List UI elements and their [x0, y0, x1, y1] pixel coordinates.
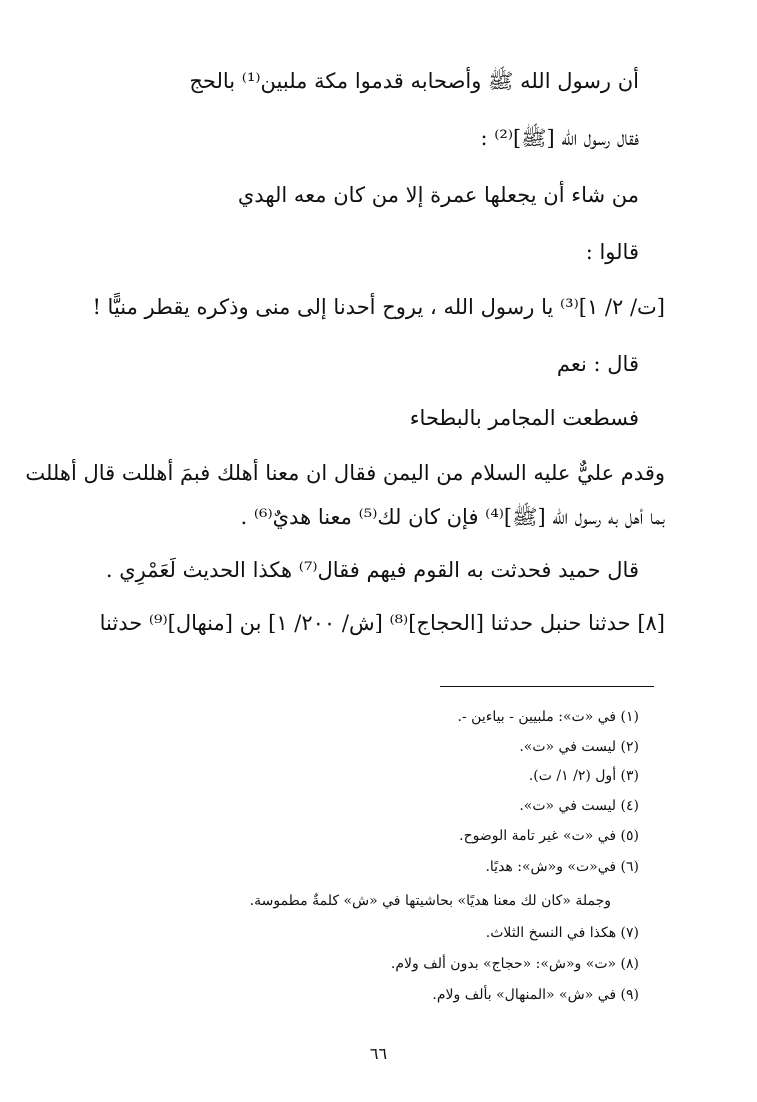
body-line-2: فقال رسول الله [ﷺ]⁽²⁾ :: [480, 126, 639, 150]
body-line-5: [ت/ ٢/ ١]⁽³⁾ يا رسول الله ، يروح أحدنا إلى منى وذكره يقطر منيًّا !: [92, 295, 665, 319]
footnote-5: (٥) في «ت» غير تامة الوضوح.: [459, 828, 639, 844]
footnote-7: (٧) هكذا في النسخ الثلاث.: [485, 925, 639, 941]
footnote-6: (٦) في«ت» و«ش»: هديًا.: [485, 859, 639, 875]
body-line-1: أن رسول الله ﷺ وأصحابه قدموا مكة ملبين⁽¹⁾ بالحج: [189, 69, 639, 93]
page-number: ٦٦: [369, 1044, 388, 1063]
footnote-separator: [440, 686, 654, 687]
body-line-6: قال : نعم: [556, 352, 639, 376]
body-line-8: وقدم عليٌّ عليه السلام من اليمن فقال ان معنا أهلك فبمَ أهللت قال أهللت: [25, 461, 665, 485]
footnote-3: (٣) أول (٢/ ١/ ت).: [528, 768, 639, 784]
footnote-8: (٨) «ت» و«ش»: «حجاج» بدون ألف ولام.: [390, 956, 639, 972]
footnote-6-note: وجملة «كان لك معنا هديًا» بحاشيتها في «ش» كلمةٌ مطموسة.: [249, 893, 611, 909]
footnote-1: (١) في «ت»: ملبيين - بياءين -.: [457, 709, 639, 725]
body-line-4: قالوا :: [585, 240, 639, 264]
footnote-9: (٩) في «ش» «المنهال» بألف ولام.: [432, 987, 639, 1003]
body-line-3: من شاء أن يجعلها عمرة إلا من كان معه الهدي: [237, 183, 639, 207]
footnote-2: (٢) ليست في «ت».: [519, 739, 639, 755]
body-line-9: بما أهل به رسول الله [ﷺ]⁽⁴⁾ فإن كان لك⁽⁵⁾ معنا هديٌ⁽⁶⁾ .: [240, 505, 665, 529]
footnote-4: (٤) ليست في «ت».: [519, 798, 639, 814]
body-line-11: [٨] حدثنا حنبل حدثنا [الحجاج]⁽⁸⁾ [ش/ ٢٠٠/ ١] بن [منهال]⁽⁹⁾ حدثنا: [99, 611, 665, 635]
body-line-7: فسطعت المجامر بالبطحاء: [409, 406, 639, 430]
body-line-10: قال حميد فحدثت به القوم فيهم فقال⁽⁷⁾ هكذا الحديث لَعَمْرِي .: [105, 558, 639, 582]
